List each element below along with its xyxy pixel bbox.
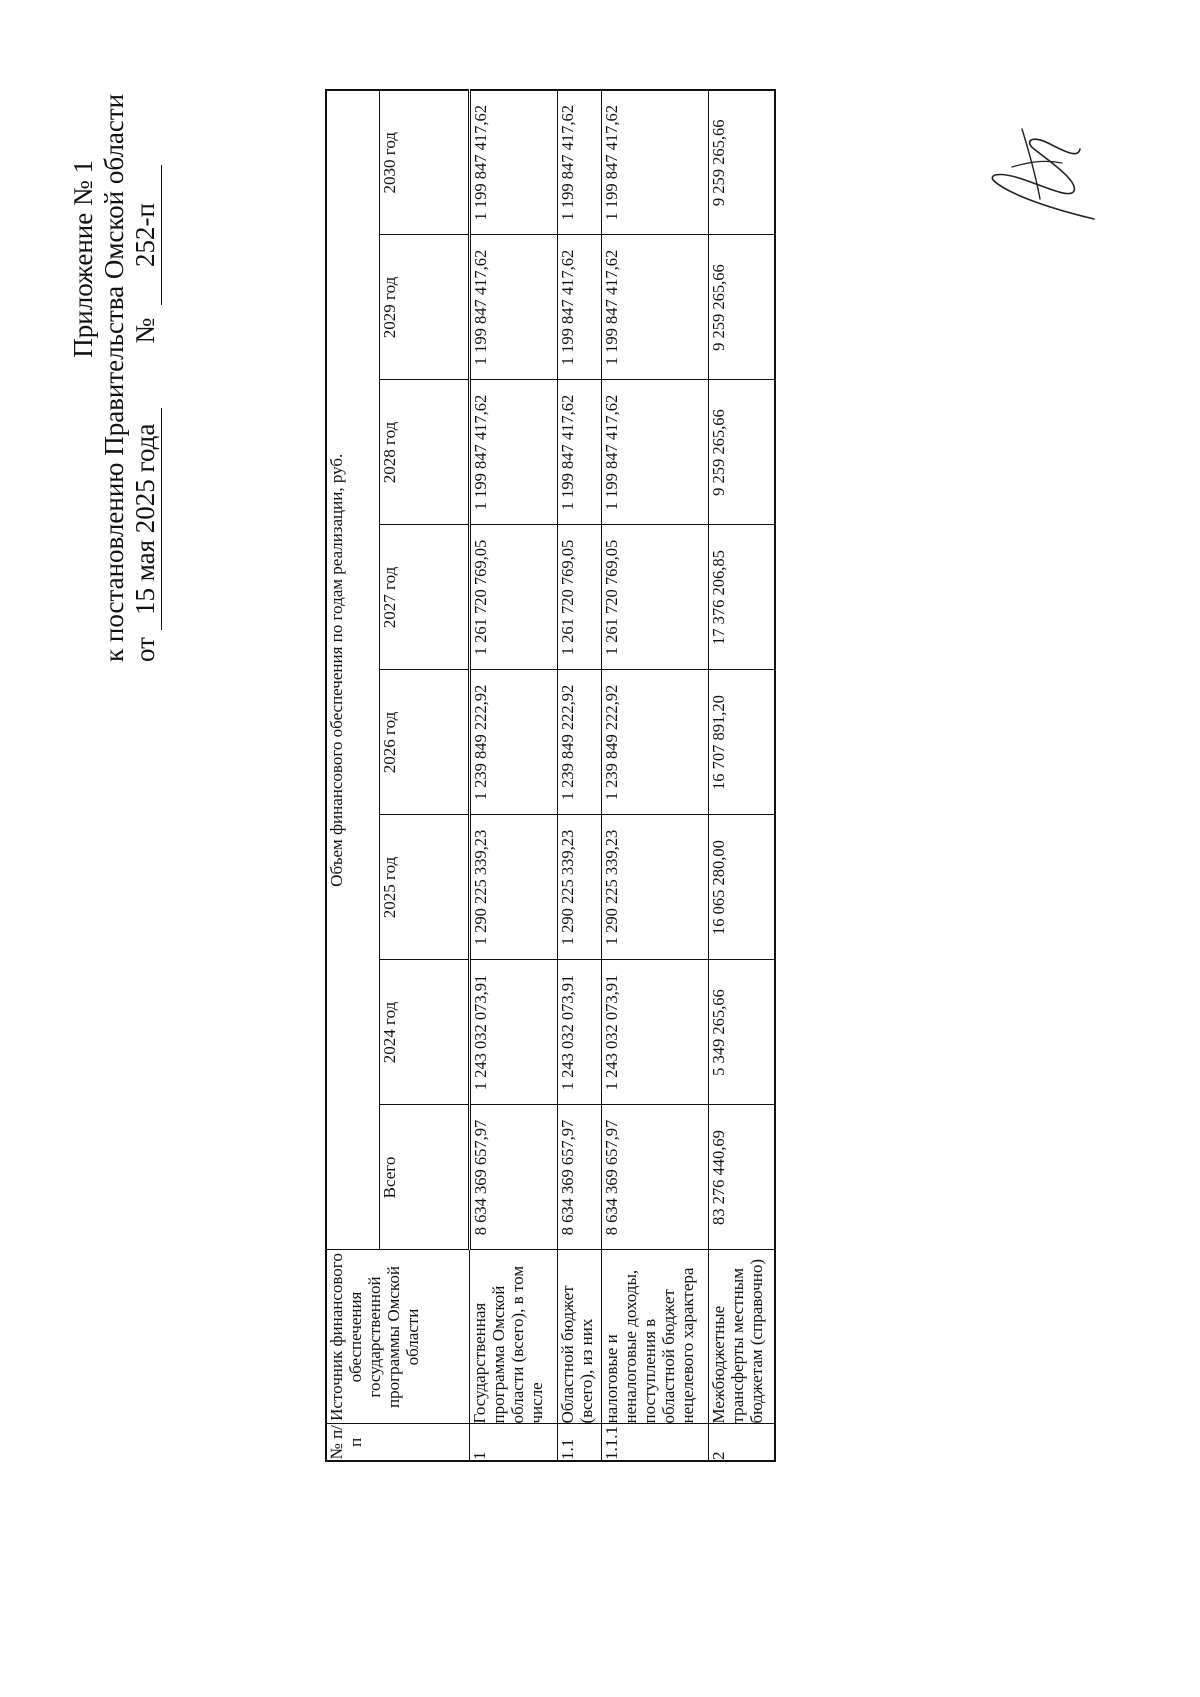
decree-number: 252-п (130, 165, 162, 305)
value-cell: 9 259 265,66 (709, 235, 776, 380)
value-cell: 16 065 280,00 (709, 815, 776, 960)
row-source: Межбюджетные трансферты местным бюджетам (справочно) (709, 1250, 776, 1424)
value-cell: 83 276 440,69 (709, 1105, 776, 1250)
column-group-header: Объем финансового обеспечения по годам реализации, руб. (326, 90, 380, 1250)
value-cell: 16 707 891,20 (709, 670, 776, 815)
value-cell: 8 634 369 657,97 (558, 1105, 602, 1250)
value-cell: 1 261 720 769,05 (558, 525, 602, 670)
column-header-2026: 2026 год (380, 670, 470, 815)
value-cell: 1 199 847 417,62 (470, 380, 558, 525)
value-cell: 1 199 847 417,62 (558, 380, 602, 525)
value-cell: 1 261 720 769,05 (470, 525, 558, 670)
row-number: 1.1.1 (602, 1424, 709, 1461)
row-number: 1 (470, 1424, 558, 1461)
value-cell: 1 199 847 417,62 (602, 380, 709, 525)
value-cell: 8 634 369 657,97 (602, 1105, 709, 1250)
row-source: налоговые и неналоговые доходы, поступления в областной бюджет нецелевого характера (602, 1250, 709, 1424)
decree-reference: к постановлению Правительства Омской области (99, 93, 129, 662)
appendix-title: Приложение № 1 (68, 160, 98, 358)
column-header-2024: 2024 год (380, 960, 470, 1105)
value-cell: 17 376 206,85 (709, 525, 776, 670)
value-cell: 1 243 032 073,91 (602, 960, 709, 1105)
value-cell: 1 261 720 769,05 (602, 525, 709, 670)
value-cell: 1 243 032 073,91 (470, 960, 558, 1105)
value-cell: 1 199 847 417,62 (470, 235, 558, 380)
decree-date-number-line (130, 142, 162, 662)
table-row (602, 90, 709, 1461)
column-header-source: Источник финансового обеспечения государственной программы Омской области (326, 1250, 470, 1424)
value-cell: 1 290 225 339,23 (470, 815, 558, 960)
value-cell: 1 239 849 222,92 (470, 670, 558, 815)
value-cell: 1 199 847 417,62 (602, 235, 709, 380)
value-cell: 9 259 265,66 (709, 90, 776, 235)
number-sign: № (130, 317, 160, 344)
value-cell: 9 259 265,66 (709, 380, 776, 525)
table-row (470, 90, 558, 1461)
approval-block (68, 93, 162, 662)
value-cell: 1 290 225 339,23 (558, 815, 602, 960)
financing-table (325, 89, 776, 1462)
value-cell: 1 199 847 417,62 (558, 90, 602, 235)
column-header-2027: 2027 год (380, 525, 470, 670)
from-label: от (130, 637, 160, 662)
header-row-1 (326, 90, 380, 1461)
value-cell: 1 290 225 339,23 (602, 815, 709, 960)
value-cell: 1 239 849 222,92 (602, 670, 709, 815)
column-header-2028: 2028 год (380, 380, 470, 525)
row-source: Областной бюджет (всего), из них (558, 1250, 602, 1424)
decree-date: 15 мая 2025 года (130, 408, 162, 630)
value-cell: 5 349 265,66 (709, 960, 776, 1105)
value-cell: 1 199 847 417,62 (470, 90, 558, 235)
table-row (558, 90, 602, 1461)
row-number: 1.1 (558, 1424, 602, 1461)
column-header-2030: 2030 год (380, 90, 470, 235)
table-row (709, 90, 776, 1461)
column-header-2025: 2025 год (380, 815, 470, 960)
column-header-num: № п/п (326, 1424, 470, 1461)
row-number: 2 (709, 1424, 776, 1461)
row-source: Государственная программа Омской области (всего), в том числе (470, 1250, 558, 1424)
column-header-2029: 2029 год (380, 235, 470, 380)
signature-icon (982, 121, 1102, 229)
value-cell: 1 199 847 417,62 (558, 235, 602, 380)
column-header-total: Всего (380, 1105, 470, 1250)
value-cell: 1 199 847 417,62 (602, 90, 709, 235)
value-cell: 1 239 849 222,92 (558, 670, 602, 815)
value-cell: 1 243 032 073,91 (558, 960, 602, 1105)
value-cell: 8 634 369 657,97 (470, 1105, 558, 1250)
